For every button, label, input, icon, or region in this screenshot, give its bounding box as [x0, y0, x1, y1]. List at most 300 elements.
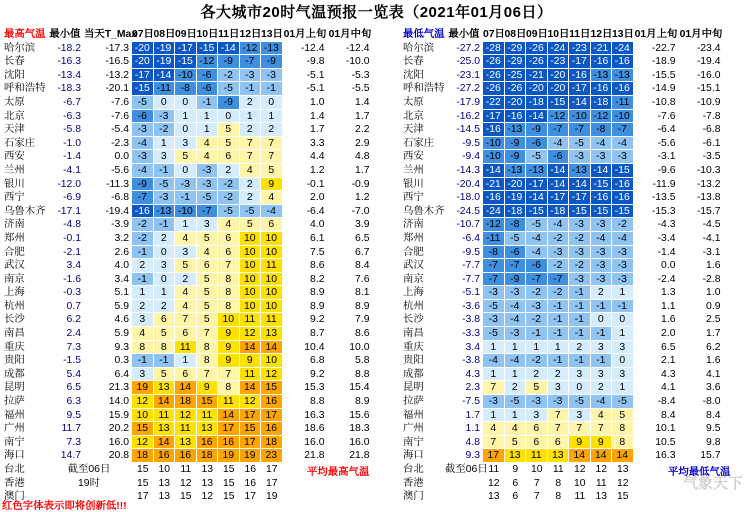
- column-header: 最小值: [49, 29, 81, 40]
- city-name: 西宁: [403, 192, 424, 204]
- early-month-value: 1.1: [661, 300, 676, 312]
- forecast-cell: -6: [505, 246, 527, 260]
- forecast-cell: 4: [175, 232, 197, 246]
- forecast-cell: -9: [505, 273, 527, 287]
- forecast-cell: -16: [505, 110, 527, 124]
- mid-month-value: 6.7: [355, 246, 370, 258]
- today-max-value: -11.3: [106, 178, 129, 190]
- mid-month-value: 1.0: [706, 287, 721, 299]
- forecast-cell: -14: [526, 191, 548, 205]
- forecast-cell: 9: [591, 436, 613, 450]
- city-name: 昆明: [403, 382, 424, 394]
- forecast-cell: 16: [244, 477, 257, 489]
- forecast-cell: 5: [175, 259, 197, 273]
- forecast-cell: -17: [569, 55, 591, 69]
- forecast-cell: 16: [261, 422, 283, 436]
- forecast-cell: -5: [197, 191, 219, 205]
- min-value: -6.4: [462, 232, 480, 244]
- table-row: [2, 341, 373, 355]
- forecast-cell: 14: [240, 341, 262, 355]
- forecast-cell: -8: [175, 82, 197, 96]
- city-name: 海口: [403, 450, 424, 462]
- column-header: 11日: [569, 29, 591, 40]
- forecast-cell: 15: [240, 422, 262, 436]
- forecast-cell: -14: [548, 164, 570, 178]
- forecast-cell: 18: [261, 436, 283, 450]
- forecast-cell: 1: [483, 341, 505, 355]
- mid-month-value: 9.5: [706, 423, 721, 435]
- forecast-cell: 13: [158, 477, 171, 489]
- mid-month-value: 6.5: [355, 232, 370, 244]
- forecast-cell: 2: [569, 341, 591, 355]
- forecast-cell: 4: [197, 137, 219, 151]
- forecast-cell: -23: [548, 55, 570, 69]
- forecast-cell: 8: [218, 286, 240, 300]
- early-month-value: -1.4: [657, 246, 676, 258]
- city-name: 北京: [4, 110, 25, 122]
- forecast-cell: -15: [526, 205, 548, 219]
- forecast-cell: -2: [526, 313, 548, 327]
- mid-month-value: -5.5: [351, 83, 370, 95]
- forecast-cell: -3: [548, 246, 570, 260]
- city-name: 杭州: [403, 300, 424, 312]
- mid-month-value: 4.8: [355, 151, 370, 163]
- forecast-cell: 4: [505, 422, 527, 436]
- forecast-cell: 16: [218, 436, 240, 450]
- high-temperature-table: [2, 28, 373, 504]
- today-max-value: 3.4: [114, 273, 129, 285]
- min-value: 1.1: [465, 423, 480, 435]
- mid-month-value: 3.6: [706, 382, 721, 394]
- row-note: [445, 490, 483, 504]
- table-row: [2, 354, 373, 368]
- min-value: -10.7: [456, 219, 480, 231]
- table-row: [401, 178, 724, 192]
- min-value: 3.4: [66, 260, 81, 272]
- early-month-value: -3.1: [657, 151, 676, 163]
- column-header: 07日: [132, 29, 154, 40]
- city-name: 乌鲁木齐: [4, 205, 46, 217]
- min-value: -27.2: [456, 42, 480, 54]
- table-row: [2, 191, 373, 205]
- forecast-cell: 7: [548, 422, 570, 436]
- forecast-cell: 8: [218, 300, 240, 314]
- avg-low-label: 平均最低气温: [668, 467, 731, 478]
- forecast-cell: -20: [505, 96, 527, 110]
- today-max-value: 5.1: [114, 287, 129, 299]
- forecast-cell: 17: [483, 449, 505, 463]
- forecast-cell: 10: [240, 259, 262, 273]
- forecast-cell: 1: [197, 110, 219, 124]
- min-value: -9.5: [462, 246, 480, 258]
- forecast-cell: 10: [218, 313, 240, 327]
- early-month-value: 16.3: [655, 450, 676, 462]
- forecast-cell: 18: [132, 449, 154, 463]
- city-name: 哈尔滨: [4, 42, 36, 54]
- forecast-cell: -1: [548, 300, 570, 314]
- forecast-cell: -3: [154, 110, 176, 124]
- forecast-cell: 4: [591, 409, 613, 423]
- forecast-cell: 9: [218, 341, 240, 355]
- forecast-cell: 2: [591, 286, 613, 300]
- forecast-cell: 16: [197, 436, 219, 450]
- forecast-cell: 5: [261, 164, 283, 178]
- forecast-cell: -4: [548, 218, 570, 232]
- table-row: [401, 409, 724, 423]
- mid-month-value: -12.4: [345, 42, 370, 54]
- forecast-cell: -18: [526, 96, 548, 110]
- forecast-cell: 3: [526, 409, 548, 423]
- forecast-cell: 12: [179, 477, 192, 489]
- forecast-cell: -1: [569, 327, 591, 341]
- mid-month-value: 1.4: [355, 96, 370, 108]
- forecast-cell: 2: [240, 123, 262, 137]
- forecast-cell: 16: [244, 464, 257, 475]
- city-name: 西宁: [4, 192, 25, 204]
- forecast-cell: -1: [548, 354, 570, 368]
- today-max-value: 4.0: [114, 260, 129, 272]
- table-row: [401, 259, 724, 273]
- forecast-cell: -16: [483, 123, 505, 137]
- forecast-cell: 15: [222, 464, 235, 475]
- today-max-value: -16.5: [105, 56, 129, 68]
- forecast-cell: 1: [197, 123, 219, 137]
- early-month-value: 8.9: [310, 300, 325, 312]
- forecast-cell: -7: [483, 273, 505, 287]
- forecast-cell: 6: [261, 218, 283, 232]
- forecast-cell: -3: [505, 327, 527, 341]
- min-value: -9.5: [462, 137, 480, 149]
- forecast-cell: -3: [261, 69, 283, 83]
- today-max-value: 9.3: [114, 341, 129, 353]
- forecast-cell: 17: [261, 409, 283, 423]
- low-temperature-table: [401, 28, 724, 504]
- early-month-value: 8.2: [310, 273, 325, 285]
- today-max-value: 20.2: [108, 423, 129, 435]
- table-row: [2, 273, 373, 287]
- forecast-cell: -20: [548, 69, 570, 83]
- city-name: 南宁: [4, 436, 25, 448]
- forecast-cell: -26: [505, 82, 527, 96]
- forecast-cell: 8: [612, 436, 634, 450]
- min-value: -27.2: [456, 83, 480, 95]
- forecast-cell: -5: [154, 178, 176, 192]
- forecast-cell: 2: [154, 232, 176, 246]
- city-name: 合肥: [4, 246, 25, 258]
- today-max-value: 21.3: [108, 382, 129, 394]
- forecast-cell: 7: [175, 313, 197, 327]
- panel-label: 最高气温: [4, 29, 46, 40]
- table-row: [2, 123, 373, 137]
- city-name: 沈阳: [4, 69, 25, 81]
- city-name: 贵阳: [403, 355, 424, 367]
- forecast-cell: -17: [132, 69, 154, 83]
- forecast-cell: 5: [175, 150, 197, 164]
- forecast-cell: -9: [218, 55, 240, 69]
- forecast-cell: 15: [179, 491, 192, 503]
- min-value: -25.0: [456, 56, 480, 68]
- forecast-cell: -3: [569, 246, 591, 260]
- min-value: -7.7: [462, 260, 480, 272]
- forecast-cell: -14: [483, 164, 505, 178]
- min-value: -18.3: [57, 83, 81, 95]
- today-max-value: 0.0: [114, 151, 129, 163]
- forecast-cell: 17: [244, 491, 257, 503]
- forecast-cell: -20: [132, 42, 154, 56]
- min-value: 6.5: [66, 382, 81, 394]
- forecast-cell: -16: [591, 191, 613, 205]
- city-name: 上海: [403, 287, 424, 299]
- column-header: 13日: [261, 29, 283, 40]
- forecast-cell: -28: [483, 42, 505, 56]
- forecast-cell: -13: [261, 42, 283, 56]
- min-value: -6.9: [63, 192, 81, 204]
- forecast-cell: -21: [591, 42, 613, 56]
- today-max-value: -13.2: [105, 69, 129, 81]
- forecast-cell: -18: [548, 205, 570, 219]
- mid-month-value: 5.8: [355, 355, 370, 367]
- min-value: -5.1: [462, 287, 480, 299]
- min-value: -2.1: [63, 246, 81, 258]
- forecast-cell: -26: [526, 55, 548, 69]
- forecast-cell: 1: [154, 286, 176, 300]
- mid-month-value: 8.9: [355, 300, 370, 312]
- forecast-cell: 1: [612, 381, 634, 395]
- city-name: 西安: [403, 151, 424, 163]
- forecast-cell: 2: [218, 164, 240, 178]
- early-month-value: 4.4: [310, 151, 325, 163]
- city-name: 台北: [403, 464, 424, 475]
- forecast-cell: -1: [569, 354, 591, 368]
- forecast-cell: -2: [218, 69, 240, 83]
- table-row: [401, 354, 724, 368]
- forecast-cell: 7: [483, 381, 505, 395]
- forecast-cell: -1: [548, 327, 570, 341]
- city-name: 澳门: [4, 491, 25, 503]
- forecast-cell: 11: [488, 464, 500, 475]
- forecast-cell: 3: [154, 259, 176, 273]
- today-max-value: 4.6: [114, 314, 129, 326]
- forecast-cell: -3: [612, 150, 634, 164]
- forecast-cell: -3: [569, 150, 591, 164]
- city-name: 呼和浩特: [403, 83, 445, 95]
- forecast-cell: 0: [569, 381, 591, 395]
- forecast-cell: 13: [616, 464, 629, 475]
- forecast-cell: -9: [505, 137, 527, 151]
- forecast-cell: -7: [548, 123, 570, 137]
- table-row: [401, 286, 724, 300]
- table-row: [401, 368, 724, 382]
- early-month-value: -22.7: [651, 42, 676, 54]
- forecast-cell: 16: [261, 395, 283, 409]
- table-row: [2, 218, 373, 232]
- forecast-cell: 10: [240, 300, 262, 314]
- forecast-cell: 13: [154, 381, 176, 395]
- forecast-cell: -5: [505, 395, 527, 409]
- min-value: -5.8: [63, 124, 81, 136]
- forecast-cell: 6: [197, 259, 219, 273]
- early-month-value: 15.3: [304, 382, 325, 394]
- early-month-value: 10.4: [304, 341, 325, 353]
- forecast-cell: -5: [612, 395, 634, 409]
- mid-month-value: -16.0: [696, 69, 721, 81]
- forecast-cell: -15: [548, 96, 570, 110]
- forecast-cell: -6: [526, 137, 548, 151]
- forecast-cell: -13: [154, 205, 176, 219]
- forecast-cell: 10: [261, 354, 283, 368]
- table-row-extra: [401, 477, 724, 491]
- forecast-cell: 0: [218, 110, 240, 124]
- forecast-cell: -13: [526, 164, 548, 178]
- forecast-cell: 10: [261, 273, 283, 287]
- forecast-cell: -2: [218, 178, 240, 192]
- row-note: 截至06日: [67, 464, 111, 475]
- table-row: [2, 436, 373, 450]
- forecast-cell: 7: [197, 327, 219, 341]
- forecast-cell: 17: [265, 477, 278, 489]
- city-name: 长沙: [403, 314, 424, 326]
- forecast-cell: 9: [218, 354, 240, 368]
- min-value: -24.5: [456, 205, 480, 217]
- early-month-value: 1.7: [310, 124, 325, 136]
- forecast-cell: -1: [154, 164, 176, 178]
- early-month-value: 7.5: [310, 246, 325, 258]
- forecast-cell: 17: [240, 436, 262, 450]
- forecast-cell: -4: [505, 313, 527, 327]
- column-header: 09日: [526, 29, 548, 40]
- city-name: 重庆: [403, 341, 424, 353]
- today-max-value: 5.9: [114, 300, 129, 312]
- forecast-cell: 5: [612, 409, 634, 423]
- forecast-cell: 6: [218, 150, 240, 164]
- mid-month-value: -4.5: [702, 219, 721, 231]
- table-row: [2, 42, 373, 56]
- early-month-value: -8.4: [657, 396, 676, 408]
- mid-month-value: 4.1: [706, 368, 721, 380]
- mid-month-value: 2.9: [355, 137, 370, 149]
- forecast-cell: -4: [483, 354, 505, 368]
- min-value: -3.8: [462, 314, 480, 326]
- city-name: 香港: [4, 477, 25, 489]
- min-value: -1.4: [63, 151, 81, 163]
- forecast-cell: -17: [526, 178, 548, 192]
- forecast-cell: 7: [533, 491, 540, 503]
- footnote: 红色字体表示即将创新低!!!: [2, 501, 127, 512]
- table-row: [401, 42, 724, 56]
- forecast-cell: -17: [175, 42, 197, 56]
- forecast-cell: -16: [591, 55, 613, 69]
- table-row: [2, 232, 373, 246]
- forecast-cell: -7: [569, 123, 591, 137]
- table-row: [401, 137, 724, 151]
- forecast-cell: -24: [548, 42, 570, 56]
- forecast-cell: -2: [154, 123, 176, 137]
- forecast-cell: 11: [154, 409, 176, 423]
- forecast-cell: 14: [218, 409, 240, 423]
- mid-month-value: 6.2: [706, 341, 721, 353]
- today-max-value: 14.0: [108, 396, 129, 408]
- city-name: 南京: [4, 273, 25, 285]
- table-row: [2, 150, 373, 164]
- early-month-value: 6.8: [310, 355, 325, 367]
- forecast-cell: 10: [240, 232, 262, 246]
- forecast-cell: -1: [132, 273, 154, 287]
- column-header: 12日: [590, 29, 613, 40]
- forecast-cell: 6: [154, 313, 176, 327]
- forecast-cell: -1: [569, 313, 591, 327]
- forecast-cell: 14: [591, 449, 613, 463]
- forecast-cell: 12: [201, 491, 214, 503]
- early-month-value: -3.4: [657, 232, 676, 244]
- forecast-cell: 10: [261, 232, 283, 246]
- forecast-cell: -3: [505, 286, 527, 300]
- today-max-value: 16.0: [108, 436, 129, 448]
- mid-month-value: 15.7: [700, 450, 721, 462]
- table-row: [401, 246, 724, 260]
- mid-month-value: 18.3: [349, 423, 370, 435]
- forecast-cell: 13: [548, 449, 570, 463]
- min-value: -18.0: [456, 192, 480, 204]
- forecast-cell: -10: [175, 205, 197, 219]
- forecast-cell: -14: [591, 164, 613, 178]
- forecast-cell: 4: [197, 150, 219, 164]
- forecast-cell: 13: [595, 491, 608, 503]
- mid-month-value: 16.0: [349, 436, 370, 448]
- table-row: [401, 273, 724, 287]
- min-value: -6.3: [63, 110, 81, 122]
- forecast-cell: 13: [158, 491, 171, 503]
- forecast-cell: -18: [591, 96, 613, 110]
- forecast-cell: -12: [548, 110, 570, 124]
- early-month-value: -2.4: [657, 273, 676, 285]
- table-row: [2, 137, 373, 151]
- forecast-cell: -10: [483, 137, 505, 151]
- forecast-cell: 13: [175, 436, 197, 450]
- forecast-cell: -1: [240, 82, 262, 96]
- min-value: -20.4: [456, 178, 480, 190]
- forecast-cell: 11: [552, 464, 564, 475]
- forecast-cell: -14: [526, 110, 548, 124]
- today-max-value: -19.4: [105, 205, 129, 217]
- forecast-cell: 6: [175, 368, 197, 382]
- column-header: 13日: [612, 29, 634, 40]
- forecast-cell: 12: [132, 395, 154, 409]
- city-name: 乌鲁木齐: [403, 205, 445, 217]
- city-name: 银川: [4, 178, 25, 190]
- forecast-cell: -1: [132, 354, 154, 368]
- early-month-value: -9.6: [657, 164, 676, 176]
- mid-month-value: 8.4: [355, 260, 370, 272]
- min-value: 0.7: [66, 300, 81, 312]
- min-value: -17.9: [456, 96, 480, 108]
- forecast-cell: -1: [261, 82, 283, 96]
- early-month-value: -6.4: [657, 124, 676, 136]
- min-value: -3.6: [462, 300, 480, 312]
- forecast-cell: 1: [505, 341, 527, 355]
- forecast-cell: 1: [132, 286, 154, 300]
- forecast-cell: -5: [483, 300, 505, 314]
- forecast-cell: -3: [154, 191, 176, 205]
- min-value: -0.3: [63, 287, 81, 299]
- forecast-cell: 2: [240, 191, 262, 205]
- table-row: [2, 327, 373, 341]
- forecast-cell: 0: [612, 354, 634, 368]
- early-month-value: -13.5: [651, 192, 676, 204]
- forecast-cell: 3: [132, 313, 154, 327]
- forecast-cell: 2: [261, 123, 283, 137]
- city-name: 成都: [4, 368, 25, 380]
- table-row: [401, 395, 724, 409]
